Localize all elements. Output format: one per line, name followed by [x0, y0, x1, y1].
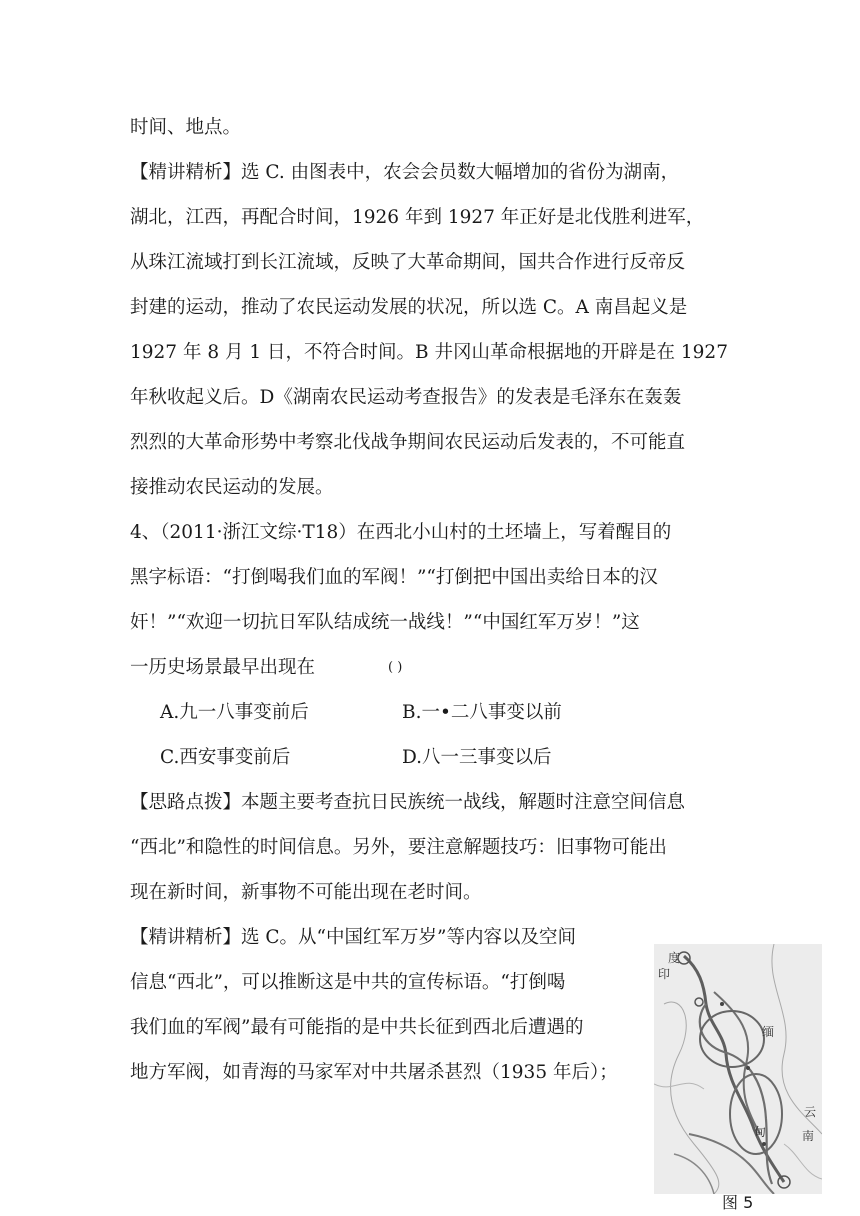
question-stem-line: 4、（2011·浙江文综·T18）在西北小山村的土坯墙上，写着醒目的 — [130, 522, 672, 543]
answer-blank: ( ) — [388, 660, 403, 675]
option-b: B.一•二八事变以前 — [402, 702, 562, 723]
figure-caption: 图 5 — [722, 1193, 754, 1212]
map-label: 南 — [802, 1129, 815, 1143]
hint-line: 【思路点拨】本题主要考查抗日民族统一战线，解题时注意空间信息 — [130, 792, 686, 813]
text-line: 封建的运动，推动了农民运动发展的状况，所以选 C。A 南昌起义是 — [130, 297, 688, 318]
question-stem-line: 一历史场景最早出现在 — [130, 657, 316, 678]
explain-line: 【精讲精析】选 C。从“中国红军万岁”等内容以及空间 — [130, 927, 576, 948]
map-label: 缅 — [762, 1025, 775, 1039]
long-march-map — [654, 944, 822, 1194]
question-stem-line: 黑字标语：“打倒喝我们血的军阀！”“打倒把中国出卖给日本的汉 — [130, 567, 658, 588]
map-label: 甸 — [754, 1125, 767, 1139]
hint-line: 现在新时间，新事物不可能出现在老时间。 — [130, 882, 482, 903]
question-stem-line: 奸！”“欢迎一切抗日军队结成统一战线！”“中国红军万岁！”这 — [130, 612, 640, 633]
explain-line: 信息“西北”，可以推断这是中共的宣传标语。“打倒喝 — [130, 972, 566, 993]
option-d: D.八一三事变以后 — [402, 747, 552, 768]
explain-line: 我们血的军阀”最有可能指的是中共长征到西北后遭遇的 — [130, 1017, 584, 1038]
text-line: 年秋收起义后。D《湖南农民运动考查报告》的发表是毛泽东在轰轰 — [130, 387, 682, 408]
explain-line: 地方军阀，如青海的马家军对中共屠杀甚烈（1935 年后）； — [130, 1062, 618, 1083]
map-image — [654, 944, 822, 1194]
option-c: C.西安事变前后 — [160, 747, 291, 768]
text-line: 【精讲精析】选 C. 由图表中，农会会员数大幅增加的省份为湖南， — [130, 162, 680, 183]
map-label: 印 — [658, 967, 671, 981]
text-line: 时间、地点。 — [130, 117, 242, 138]
option-a: A.九一八事变前后 — [160, 702, 309, 723]
text-line: 湖北，江西，再配合时间，1926 年到 1927 年正好是北伐胜利进军， — [130, 207, 705, 228]
text-line: 1927 年 8 月 1 日，不符合时间。B 井冈山革命根据地的开辟是在 1927 — [130, 342, 728, 363]
text-line: 烈烈的大革命形势中考察北伐战争期间农民运动后发表的，不可能直 — [130, 432, 686, 453]
text-line: 从珠江流域打到长江流域，反映了大革命期间，国共合作进行反帝反 — [130, 252, 686, 273]
text-line: 接推动农民运动的发展。 — [130, 477, 334, 498]
map-label: 度 — [668, 951, 681, 965]
hint-line: “西北”和隐性的时间信息。另外，要注意解题技巧：旧事物可能出 — [130, 837, 667, 858]
map-label: 云 — [804, 1105, 817, 1119]
